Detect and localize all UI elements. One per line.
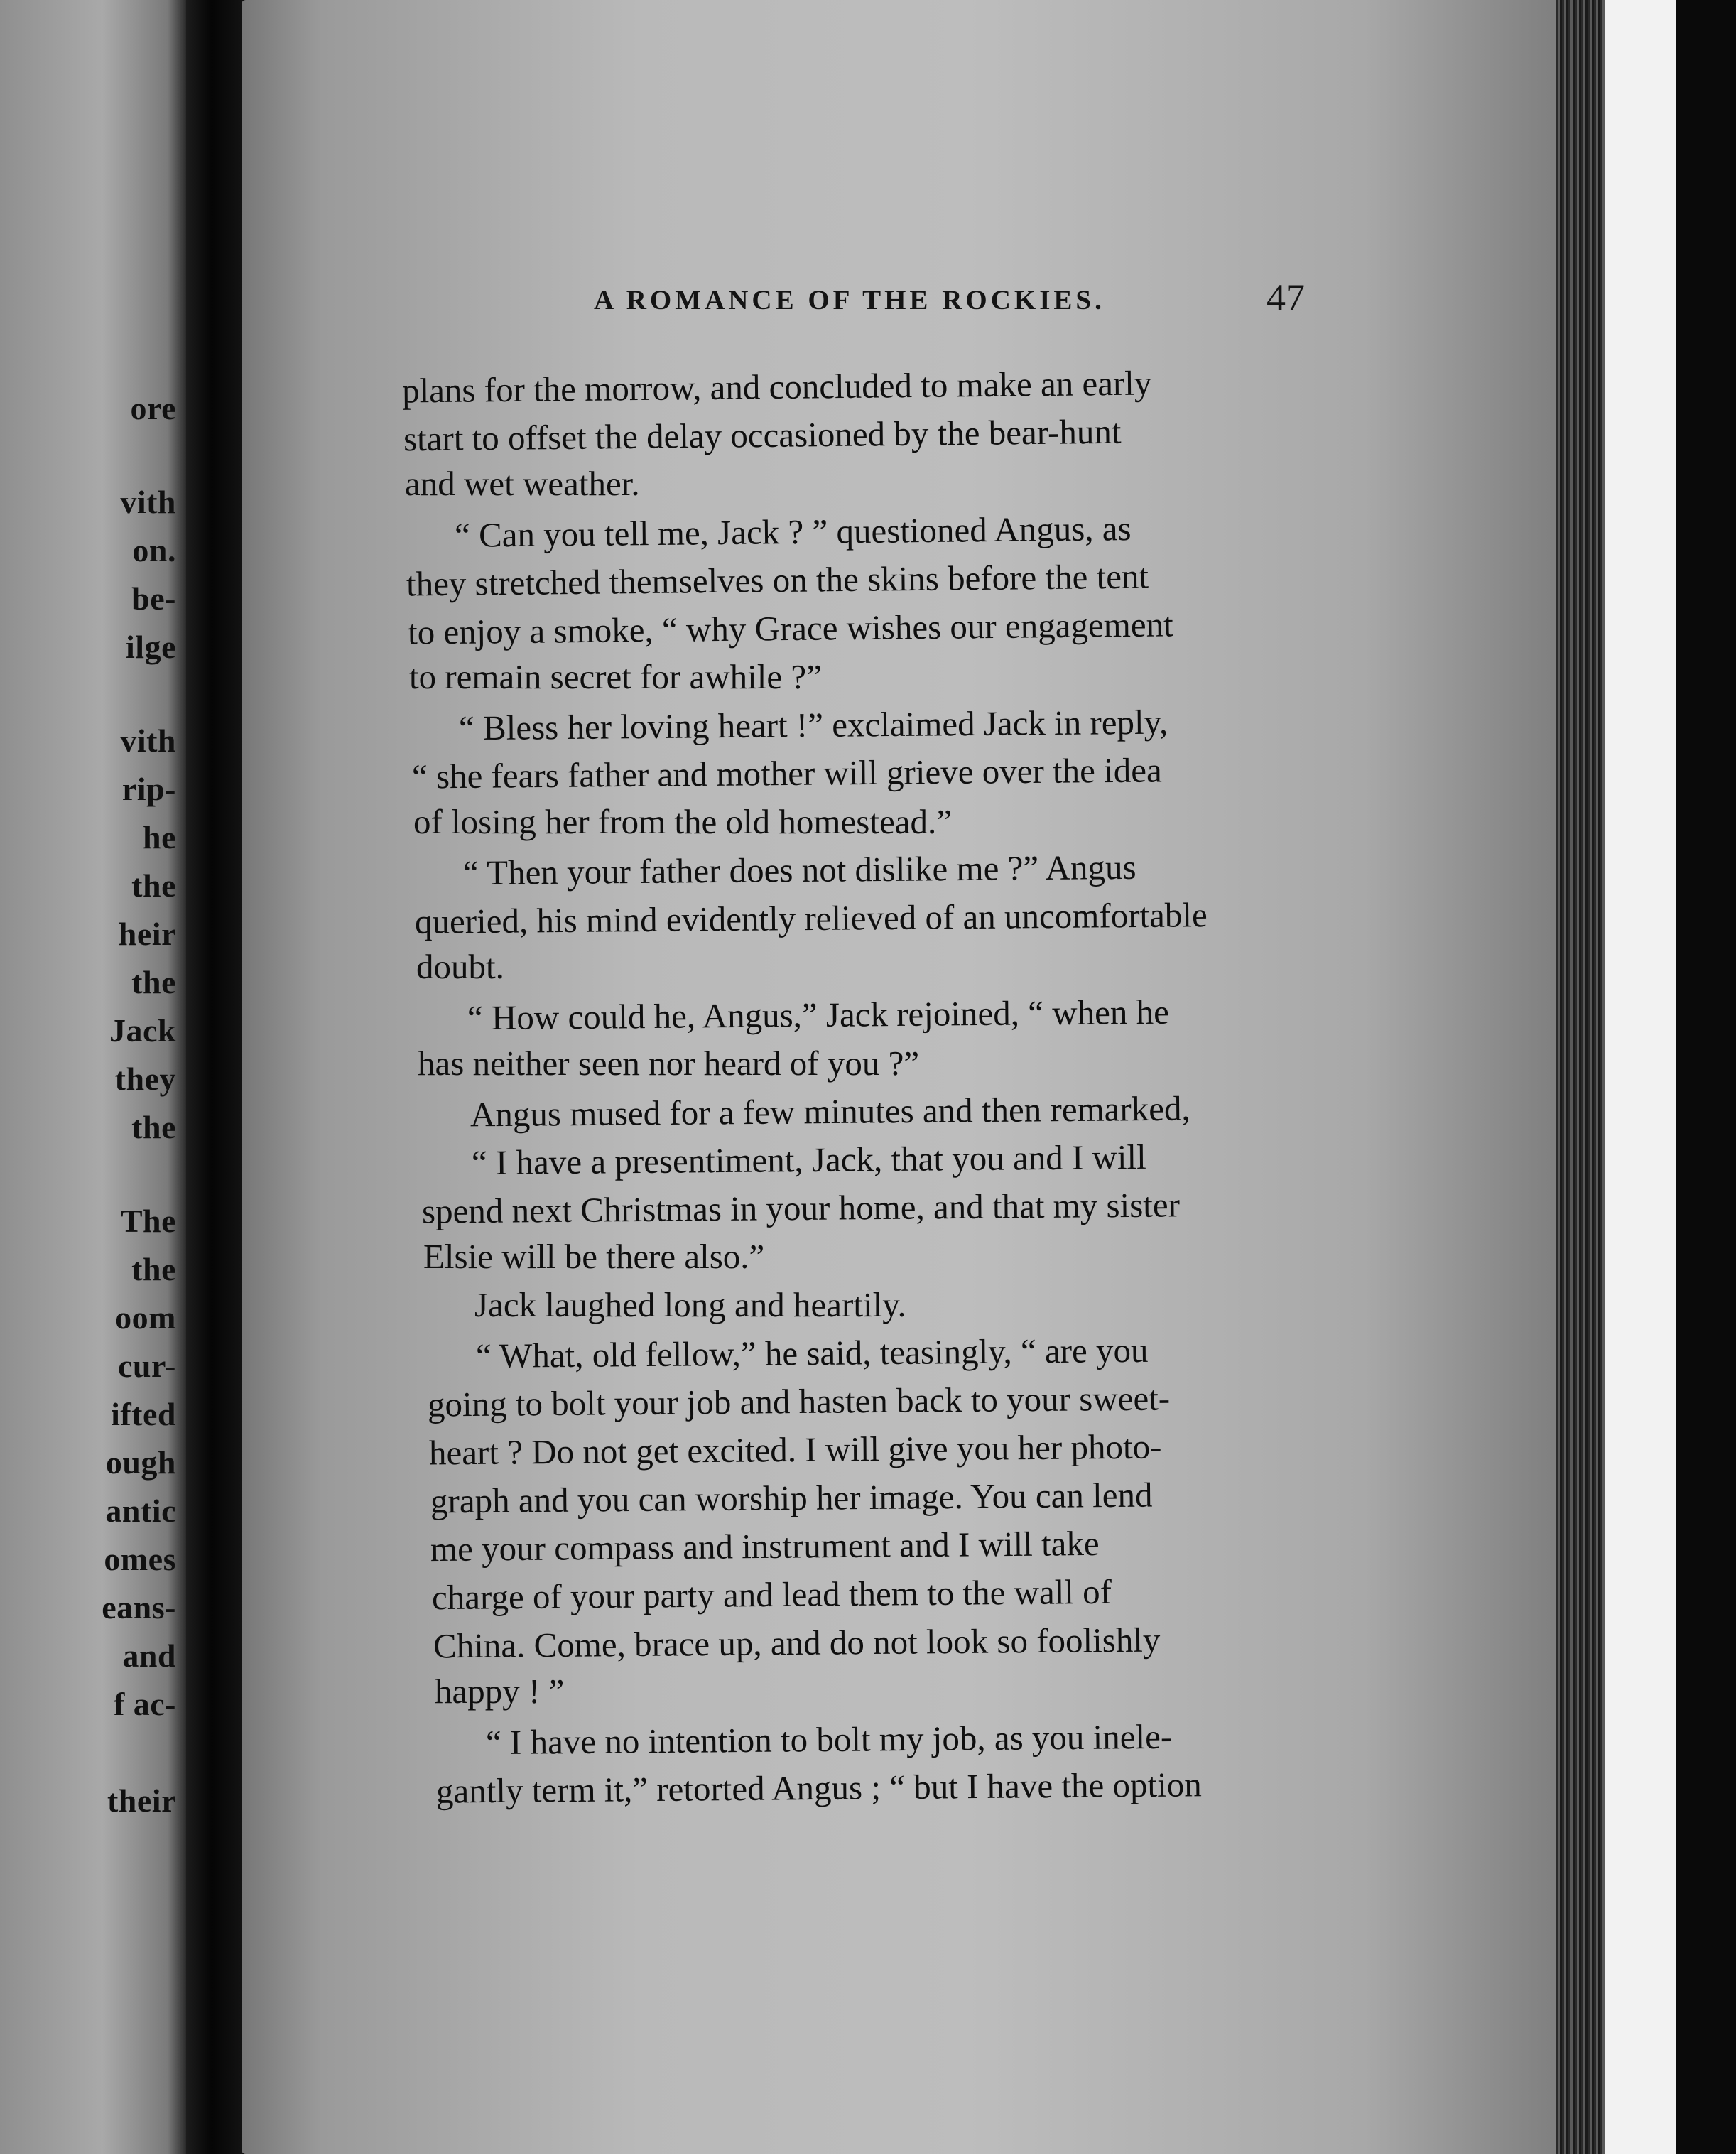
running-head: A ROMANCE OF THE ROCKIES.	[594, 285, 1105, 315]
text-line: going to bolt your job and hasten back to your sweet-	[427, 1378, 1171, 1424]
left-page-fragment: heir	[118, 916, 176, 952]
page-number: 47	[1266, 276, 1305, 319]
text-line: Elsie will be there also.”	[423, 1237, 765, 1276]
left-page-fragment: omes	[104, 1541, 176, 1577]
text-line: has neither seen nor heard of you ?”	[418, 1044, 920, 1083]
book-gutter	[186, 0, 250, 2154]
scan-margin-black	[1676, 0, 1736, 2154]
left-page-fragment: he	[143, 819, 176, 855]
left-page-fragment: and	[122, 1638, 176, 1674]
left-page-fragment: cur-	[117, 1348, 176, 1384]
left-page-fragment: the	[131, 1251, 176, 1287]
left-page-fragment: rip-	[121, 771, 176, 807]
scan-margin-white	[1605, 0, 1676, 2154]
text-line: start to offset the delay occasioned by the bear-hunt	[403, 411, 1122, 459]
left-page-fragment: ifted	[111, 1396, 176, 1432]
text-line: spend next Christmas in your home, and that my sister	[421, 1185, 1181, 1231]
left-page-fragment: eans-	[102, 1589, 176, 1625]
text-line: China. Come, brace up, and do not look so foolishly	[433, 1620, 1161, 1666]
left-page-fragment: f ac-	[113, 1686, 176, 1722]
left-page-fragment: they	[114, 1061, 176, 1097]
left-page-fragment: the	[131, 964, 176, 1000]
left-page-fragment: the	[131, 1109, 176, 1145]
text-line: “ Can you tell me, Jack ? ” questioned Angus, as	[454, 509, 1132, 555]
text-line: “ she fears father and mother will grieve over the idea	[411, 750, 1162, 796]
left-page-fragment: ilge	[126, 629, 176, 665]
text-line: plans for the morrow, and concluded to make an early	[401, 363, 1152, 411]
text-line: happy ! ”	[435, 1672, 565, 1711]
left-facing-page	[0, 0, 186, 2154]
left-page-fragment: vith	[120, 722, 176, 759]
left-page-fragment: The	[120, 1203, 176, 1239]
text-line: and wet weather.	[405, 464, 640, 503]
left-page-fragment: on.	[132, 532, 176, 568]
left-page-fragment: Jack	[109, 1012, 176, 1049]
text-line: gantly term it,” retorted Angus ; “ but I have the option	[435, 1765, 1202, 1811]
text-line: they stretched themselves on the skins before the tent	[406, 556, 1149, 604]
text-line: queried, his mind evidently relieved of an uncomfortable	[414, 895, 1208, 941]
text-line: “ How could he, Angus,” Jack rejoined, “ when he	[467, 992, 1170, 1038]
text-line: heart ? Do not get excited. I will give you her photo-	[428, 1427, 1162, 1473]
text-line: graph and you can worship her image. You can lend	[430, 1475, 1153, 1521]
text-line: to enjoy a smoke, “ why Grace wishes our engagement	[407, 605, 1173, 652]
left-page-fragment: ore	[130, 390, 176, 426]
text-line: charge of your party and lead them to the wall of	[431, 1571, 1112, 1618]
left-page-fragment: their	[107, 1782, 176, 1819]
text-line: Jack laughed long and heartily.	[474, 1285, 906, 1324]
text-line: “ Then your father does not dislike me ?” Angus	[462, 847, 1136, 893]
text-line: to remain secret for awhile ?”	[409, 657, 822, 696]
left-page-fragment: ough	[105, 1444, 176, 1481]
left-page-fragment: antic	[105, 1493, 176, 1529]
left-page-fragment: the	[131, 867, 176, 904]
text-line: “ Bless her loving heart !” exclaimed Jack in reply,	[458, 702, 1168, 748]
page-edge-stack	[1556, 0, 1605, 2154]
text-line: “ I have no intention to bolt my job, as you inele-	[485, 1716, 1173, 1763]
text-line: “ I have a presentiment, Jack, that you and I will	[471, 1137, 1146, 1183]
left-page-fragment: be-	[131, 580, 176, 617]
text-line: doubt.	[416, 947, 504, 986]
text-line: me your compass and instrument and I will take	[430, 1523, 1100, 1569]
text-line: Angus mused for a few minutes and then remarked,	[470, 1088, 1190, 1135]
text-line: of losing her from the old homestead.”	[413, 802, 952, 841]
text-line: “ What, old fellow,” he said, teasingly, “ are you	[475, 1330, 1149, 1376]
left-page-fragment: oom	[115, 1299, 176, 1336]
left-page-fragment: vith	[120, 484, 176, 520]
